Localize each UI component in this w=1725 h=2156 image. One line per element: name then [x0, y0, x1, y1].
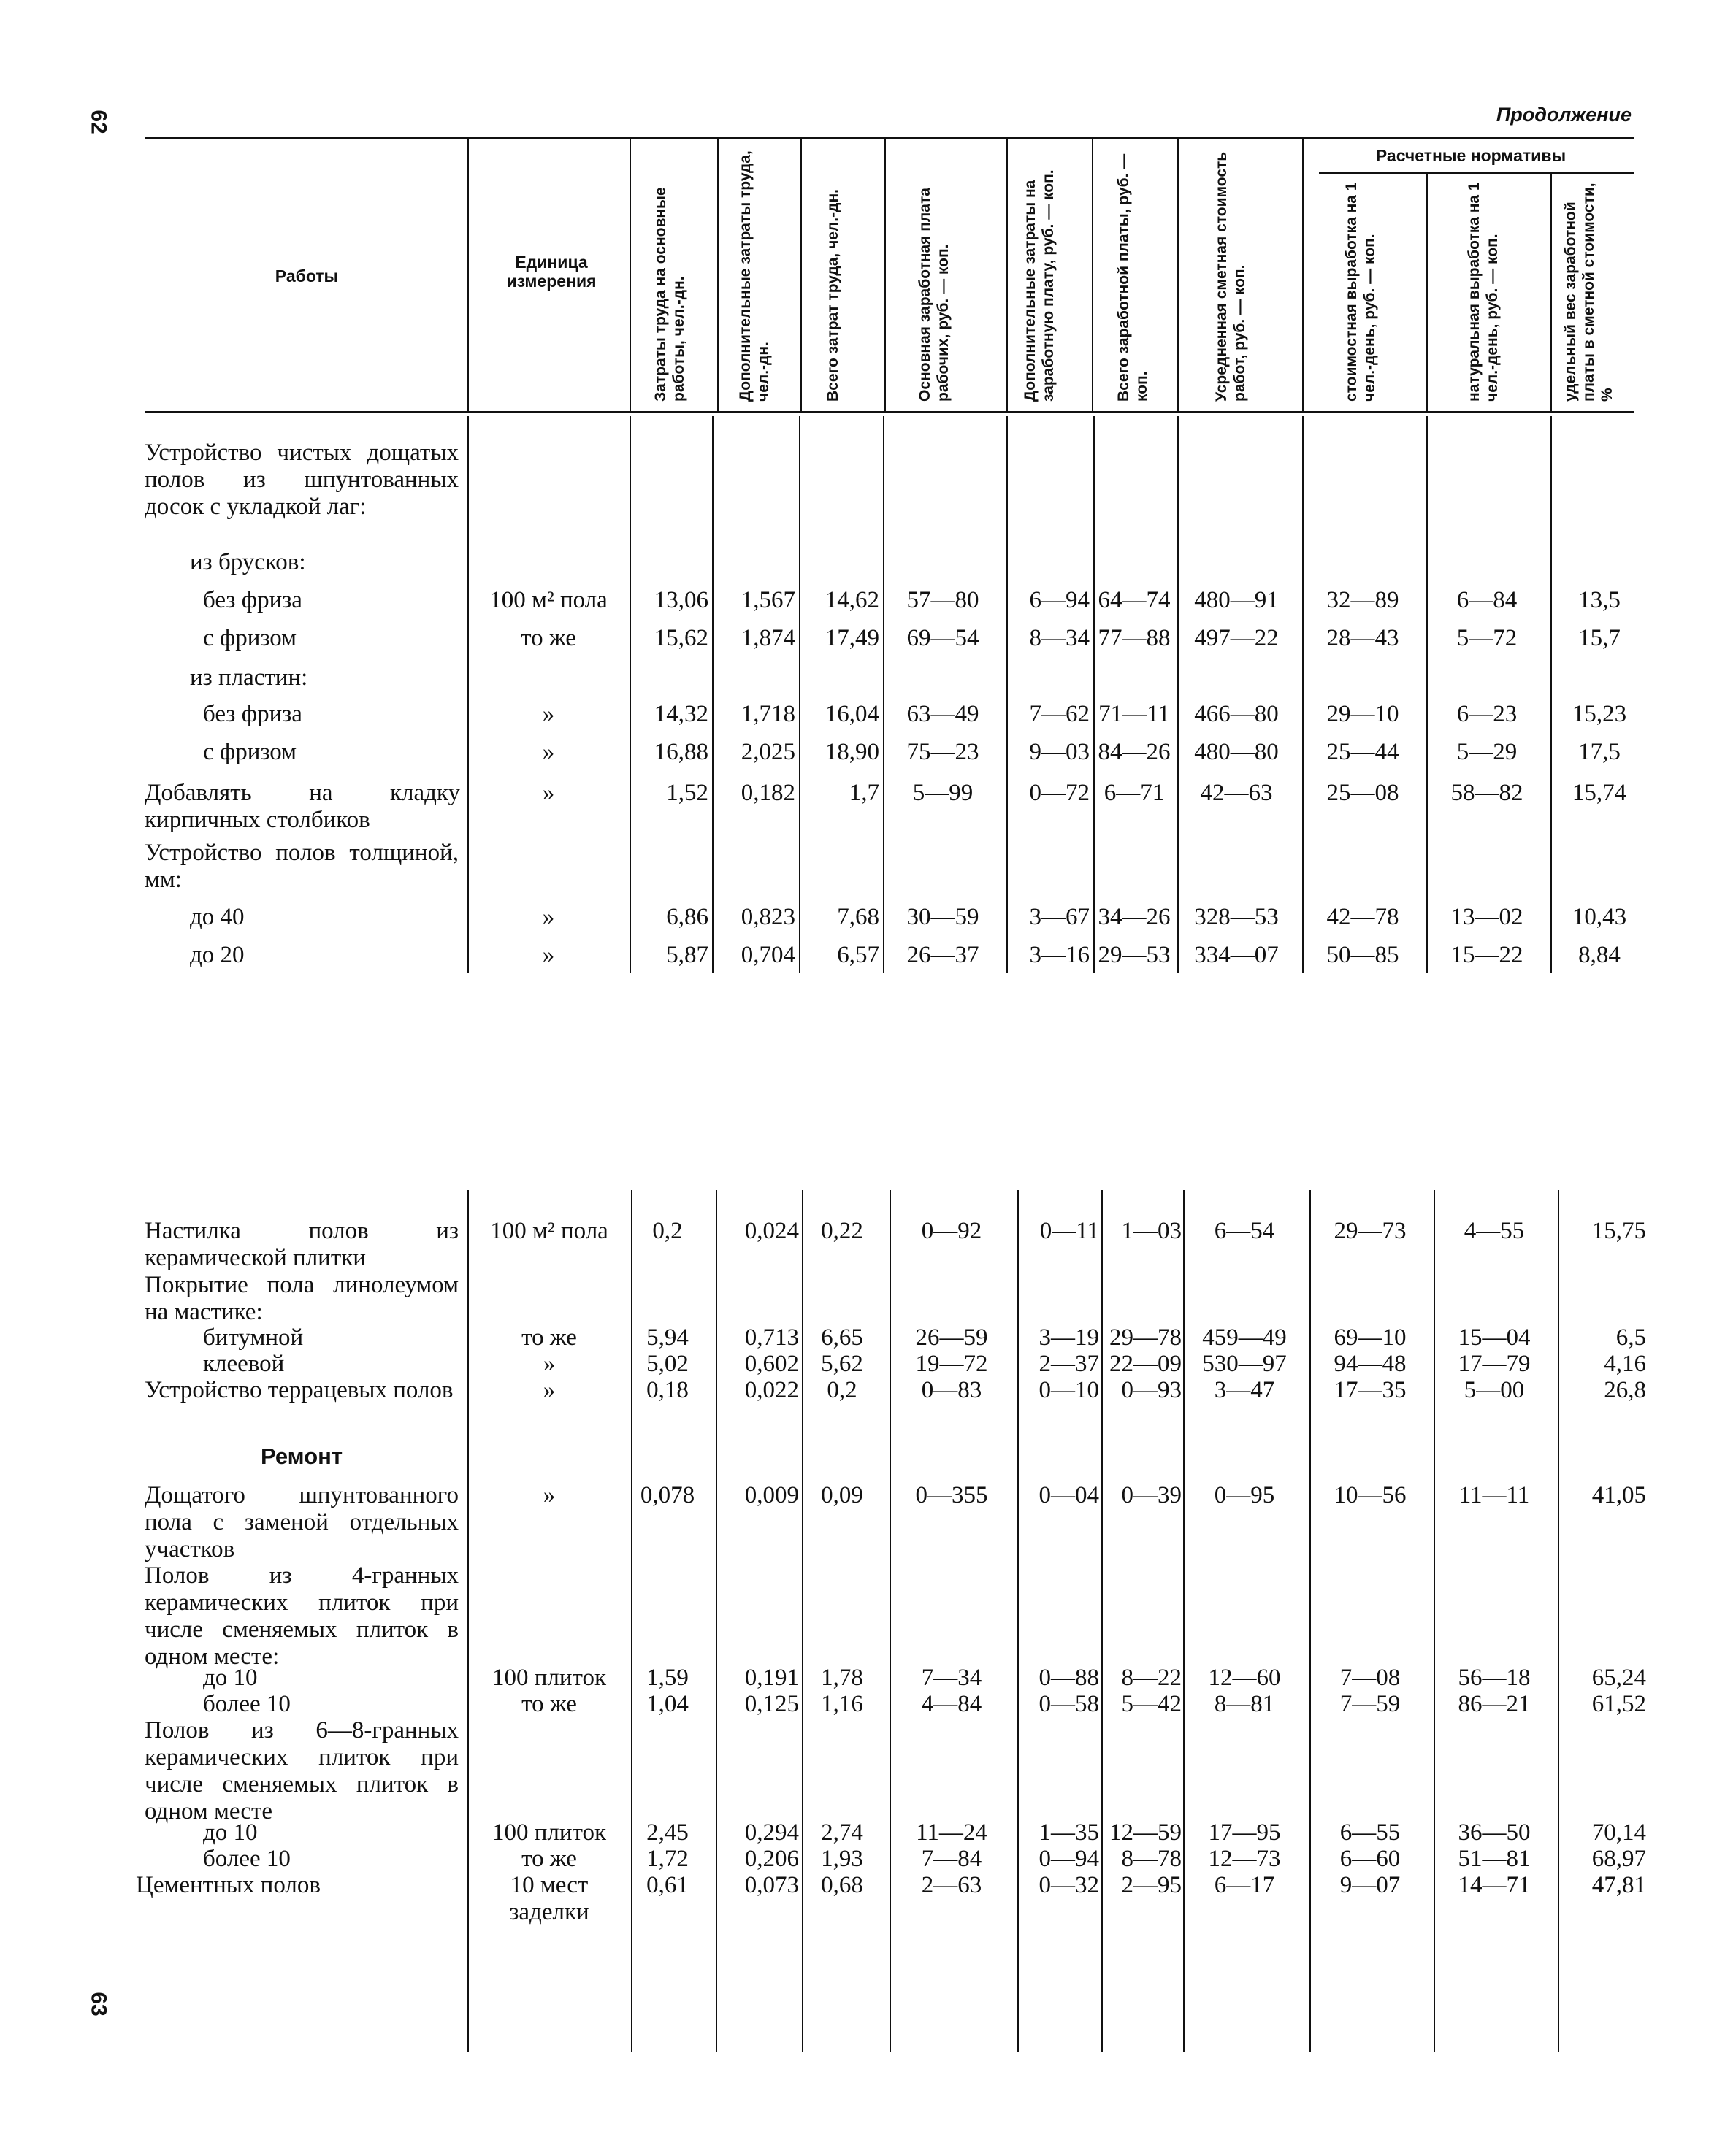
header-labor-extra: Дополнительные затраты труда, чел.-дн. — [737, 150, 772, 402]
s2-row-value: 14—71 — [1458, 1872, 1531, 1898]
s2-row-value: 7—84 — [921, 1846, 982, 1872]
page-number-bottom: 63 — [86, 1992, 111, 2017]
hdr-divider — [1177, 139, 1179, 411]
s2-row-value: 0,68 — [821, 1872, 863, 1898]
s2-row-value: 26—59 — [915, 1324, 988, 1351]
s1-row-value: 5—99 — [912, 780, 974, 806]
s1-row-value: 8,84 — [1578, 942, 1621, 968]
hdr-divider — [1550, 174, 1552, 411]
header-wage-extra: Дополнительные затраты на заработную плату, руб. — коп. — [1022, 169, 1057, 402]
s2-row-value: 0—11 — [1039, 1218, 1099, 1244]
hdr-divider — [1426, 174, 1428, 411]
s1-row-unit: » — [542, 904, 555, 930]
s2-row-value: 0—39 — [1121, 1482, 1182, 1508]
s2-row-unit: то же — [521, 1846, 577, 1872]
s2-row-value: 10—56 — [1334, 1482, 1407, 1508]
s2-row-value: 6—55 — [1339, 1819, 1401, 1846]
col-divider — [883, 416, 884, 973]
s2-row-value: 459—49 — [1202, 1324, 1287, 1351]
s2-row-value: 11—11 — [1458, 1482, 1530, 1508]
s2-row-value: 1—03 — [1121, 1218, 1182, 1244]
s1-row-value: 17,49 — [825, 625, 879, 651]
hdr-divider — [1092, 139, 1093, 411]
s1-row-value: 58—82 — [1450, 780, 1523, 806]
s2-row-value: 3—47 — [1214, 1377, 1275, 1403]
continuation-label: Продолжение — [1496, 104, 1632, 126]
s2-row-value: 4—55 — [1464, 1218, 1525, 1244]
s2-row-value: 70,14 — [1591, 1819, 1646, 1846]
s2-plank-work: Дощатого шпунтованного пола с заменой отдельных участков — [145, 1482, 459, 1562]
s1-row-value: 8—34 — [1029, 625, 1090, 651]
s1-row-value: 29—10 — [1326, 701, 1399, 727]
s2-row-value: 1,78 — [821, 1665, 863, 1691]
s1-row-value: 34—26 — [1098, 904, 1171, 930]
col-divider — [631, 1190, 632, 2052]
col-divider — [1177, 416, 1179, 973]
s1-row-value: 28—43 — [1326, 625, 1399, 651]
s1-row-work: с фризом — [203, 739, 297, 765]
s1-row-value: 26—37 — [906, 942, 979, 968]
s2-row-value: 19—72 — [915, 1351, 988, 1377]
s2-row-value: 7—08 — [1339, 1665, 1401, 1691]
s2-row-value: 0,09 — [821, 1482, 863, 1508]
s1-row-value: 6—94 — [1029, 587, 1090, 613]
s1-intro: Устройство чистых дощатых полов из шпунтованных досок с укладкой лаг: — [145, 440, 459, 520]
s2-row-value: 1,04 — [646, 1691, 689, 1717]
s2-row-value: 1—35 — [1039, 1819, 1099, 1846]
s2-row-value: 2,45 — [646, 1819, 689, 1846]
s2-row-value: 29—73 — [1334, 1218, 1407, 1244]
col-divider — [712, 416, 714, 973]
s2-row-value: 0,125 — [744, 1691, 799, 1717]
s1-row-value: 3—67 — [1029, 904, 1090, 930]
s1-row-value: 328—53 — [1194, 904, 1279, 930]
s2-row-value: 0—88 — [1039, 1665, 1099, 1691]
s1-row-value: 64—74 — [1098, 587, 1171, 613]
s2-row-unit: то же — [521, 1324, 577, 1351]
s2-ceramic-work: Настилка полов из керамической плитки — [145, 1218, 459, 1271]
header-unit: Единица измерения — [506, 253, 597, 291]
s1-row-value: 29—53 — [1098, 942, 1171, 968]
s2-row-value: 5—42 — [1121, 1691, 1182, 1717]
s1-row-value: 15,7 — [1578, 625, 1621, 651]
s2-row-unit: 10 мест заделки — [509, 1872, 589, 1925]
s2-row-value: 61,52 — [1591, 1691, 1646, 1717]
s2-row-value: 5—00 — [1464, 1377, 1525, 1403]
s1-row-work: без фриза — [203, 587, 302, 613]
s2-row-unit: » — [543, 1351, 556, 1377]
col-divider — [1006, 416, 1008, 973]
s1-row-value: 3—16 — [1029, 942, 1090, 968]
s2-row-unit: » — [543, 1377, 556, 1403]
col-divider — [1093, 416, 1095, 973]
s1-row-value: 480—80 — [1194, 739, 1279, 765]
col-divider — [1550, 416, 1552, 973]
col-divider — [716, 1190, 717, 2052]
s2-row-value: 4—84 — [921, 1691, 982, 1717]
s1-row-value: 6,86 — [666, 904, 708, 930]
s2-row-value: 17—35 — [1334, 1377, 1407, 1403]
s1-row-value: 15,62 — [654, 625, 708, 651]
col-divider — [1101, 1190, 1103, 2052]
s2-row-value: 7—59 — [1339, 1691, 1401, 1717]
s1-row-value: 6—23 — [1456, 701, 1518, 727]
s1-row-value: 16,88 — [654, 739, 708, 765]
hdr-divider — [630, 139, 631, 411]
s1-row-value: 5,87 — [666, 942, 708, 968]
s1-row-value: 42—63 — [1200, 780, 1273, 806]
s1-row-value: 0,182 — [741, 780, 795, 806]
s1-row-value: 14,32 — [654, 701, 708, 727]
col-divider — [1558, 1190, 1559, 2052]
header-norm-share: удельный вес заработной платы в сметной стоимости, % — [1562, 183, 1615, 402]
s2-row-value: 1,93 — [821, 1846, 863, 1872]
s2-row-value: 5,94 — [646, 1324, 689, 1351]
s1-row-value: 16,04 — [825, 701, 879, 727]
s2-row-unit: то же — [521, 1691, 577, 1717]
s2-row-value: 68,97 — [1591, 1846, 1646, 1872]
s2-row-value: 7—34 — [921, 1665, 982, 1691]
header-top-rule — [145, 137, 1634, 139]
s2-bitum-work: битумной — [203, 1324, 304, 1351]
hdr-divider — [1302, 139, 1304, 411]
s1-row-value: 77—88 — [1098, 625, 1171, 651]
s1-row-value: 75—23 — [906, 739, 979, 765]
page-number-top: 62 — [86, 110, 111, 134]
header-bottom-rule — [145, 411, 1634, 413]
s1-row-value: 18,90 — [825, 739, 879, 765]
s2-row-value: 41,05 — [1591, 1482, 1646, 1508]
s2-row-value: 0,022 — [744, 1377, 799, 1403]
s2-row-value: 11—24 — [916, 1819, 987, 1846]
s1-row-work: без фриза — [203, 701, 302, 727]
s2-row-value: 0—92 — [921, 1218, 982, 1244]
s2-row-value: 17—79 — [1458, 1351, 1531, 1377]
s1-row-value: 480—91 — [1194, 587, 1279, 613]
s1-row-value: 1,52 — [666, 780, 708, 806]
header-norm-nat-output: натуральная выработка на 1 чел.-день, руб. — коп. — [1466, 182, 1501, 402]
s2-row-value: 0—95 — [1214, 1482, 1275, 1508]
s2-row-value: 6,65 — [821, 1324, 863, 1351]
s2-row-value: 29—78 — [1109, 1324, 1182, 1351]
s2-row-value: 8—81 — [1214, 1691, 1275, 1717]
s1-row-work: с фризом — [203, 625, 297, 651]
s1-row-value: 0—72 — [1029, 780, 1090, 806]
s1-row-value: 10,43 — [1572, 904, 1627, 930]
s1-row-unit: » — [542, 780, 555, 806]
s2-row-value: 0—355 — [915, 1482, 988, 1508]
s2-row-value: 0,294 — [744, 1819, 799, 1846]
s2-row-value: 94—48 — [1334, 1351, 1407, 1377]
s1-row-value: 13,06 — [654, 587, 708, 613]
s2-row-value: 86—21 — [1458, 1691, 1531, 1717]
s2-row-value: 6,5 — [1615, 1324, 1646, 1351]
s2-row-value: 0,18 — [646, 1377, 689, 1403]
s1-row-value: 6,57 — [837, 942, 879, 968]
s1-row-value: 71—11 — [1098, 701, 1170, 727]
s1-row-value: 5—72 — [1456, 625, 1518, 651]
s1-row-value: 17,5 — [1578, 739, 1621, 765]
s1-row-work: Добавлять на кладку кирпичных столбиков — [145, 780, 460, 833]
col-divider — [630, 416, 631, 973]
s2-t4-10-work: до 10 — [203, 1665, 258, 1691]
s2-t6-more-work: более 10 — [203, 1846, 291, 1872]
header-labor-main: Затраты труда на основные работы, чел.-дн. — [652, 187, 687, 402]
s2-row-value: 0—83 — [921, 1377, 982, 1403]
s2-row-value: 51—81 — [1458, 1846, 1531, 1872]
s2-row-value: 8—22 — [1121, 1665, 1182, 1691]
header-labor-total: Всего затрат труда, чел.-дн. — [825, 189, 841, 402]
s2-linoleum-intro: Покрытие пола линолеумом на мастике: — [145, 1272, 459, 1325]
s2-row-value: 9—07 — [1339, 1872, 1401, 1898]
s2-row-value: 12—59 — [1109, 1819, 1182, 1846]
col-divider — [467, 416, 469, 973]
col-divider — [1302, 416, 1304, 973]
hdr-divider — [467, 139, 469, 411]
s1-row-value: 42—78 — [1326, 904, 1399, 930]
s1-row-value: 1,874 — [741, 625, 795, 651]
s2-row-unit: » — [543, 1482, 556, 1508]
col-divider — [1434, 1190, 1435, 2052]
s2-row-value: 0,009 — [744, 1482, 799, 1508]
s2-row-value: 6—60 — [1339, 1846, 1401, 1872]
s2-terrazzo-work: Устройство террацевых полов — [145, 1377, 454, 1403]
s2-row-value: 0,61 — [646, 1872, 689, 1898]
s2-row-value: 12—60 — [1208, 1665, 1281, 1691]
s2-row-value: 47,81 — [1591, 1872, 1646, 1898]
s2-row-value: 2—95 — [1121, 1872, 1182, 1898]
s2-row-value: 26,8 — [1604, 1377, 1646, 1403]
s2-row-value: 65,24 — [1591, 1665, 1646, 1691]
hdr-divider — [800, 139, 802, 411]
s2-row-value: 0—04 — [1039, 1482, 1099, 1508]
s2-row-value: 0—93 — [1121, 1377, 1182, 1403]
s2-row-value: 5,02 — [646, 1351, 689, 1377]
s2-row-value: 0,22 — [821, 1218, 863, 1244]
s1-row-value: 466—80 — [1194, 701, 1279, 727]
s1-row-value: 25—08 — [1326, 780, 1399, 806]
s1-row-unit: 100 м² пола — [489, 587, 608, 613]
s1-row-value: 7—62 — [1029, 701, 1090, 727]
s2-row-value: 1,72 — [646, 1846, 689, 1872]
header-wage-main: Основная заработная плата рабочих, руб. — коп. — [917, 188, 952, 402]
s2-repair-title: Ремонт — [260, 1443, 343, 1469]
s1-row-value: 30—59 — [906, 904, 979, 930]
s1-row-value: 32—89 — [1326, 587, 1399, 613]
s2-row-value: 1,16 — [821, 1691, 863, 1717]
s2-row-value: 5,62 — [821, 1351, 863, 1377]
s2-row-value: 2,74 — [821, 1819, 863, 1846]
s1-row-value: 63—49 — [906, 701, 979, 727]
header-avg-cost: Усредненная сметная стоимость работ, руб. — коп. — [1213, 151, 1248, 402]
col-divider — [1183, 1190, 1185, 2052]
s1-row-value: 50—85 — [1326, 942, 1399, 968]
s2-row-value: 36—50 — [1458, 1819, 1531, 1846]
s1-row-value: 0,704 — [741, 942, 795, 968]
s1-row-value: 25—44 — [1326, 739, 1399, 765]
s1-row-work: до 40 — [190, 904, 245, 930]
s1-row-value: 1,567 — [741, 587, 795, 613]
s2-row-value: 22—09 — [1109, 1351, 1182, 1377]
s1-sub-bars: из брусков: — [190, 549, 306, 575]
s1-row-value: 7,68 — [837, 904, 879, 930]
s2-row-value: 530—97 — [1202, 1351, 1287, 1377]
s1-row-value: 57—80 — [906, 587, 979, 613]
norms-group-rule — [1319, 172, 1634, 174]
s2-row-value: 0,078 — [640, 1482, 695, 1508]
col-divider — [890, 1190, 891, 2052]
s2-row-value: 0,073 — [744, 1872, 799, 1898]
header-works: Работы — [275, 266, 339, 285]
s2-row-value: 1,59 — [646, 1665, 689, 1691]
s2-row-value: 12—73 — [1208, 1846, 1281, 1872]
s1-row-value: 334—07 — [1194, 942, 1279, 968]
s2-row-value: 15—04 — [1458, 1324, 1531, 1351]
s2-cement-work: Цементных полов — [136, 1872, 321, 1898]
s2-row-value: 6—17 — [1214, 1872, 1275, 1898]
s1-row-value: 84—26 — [1098, 739, 1171, 765]
s2-row-value: 6—54 — [1214, 1218, 1275, 1244]
col-divider — [799, 416, 800, 973]
s1-row-value: 15,23 — [1572, 701, 1627, 727]
hdr-divider — [884, 139, 886, 411]
s2-row-value: 56—18 — [1458, 1665, 1531, 1691]
col-divider — [1309, 1190, 1311, 2052]
s1-row-value: 14,62 — [825, 587, 879, 613]
s2-row-value: 0,602 — [744, 1351, 799, 1377]
s1-row-unit: то же — [521, 625, 576, 651]
s2-row-value: 0—10 — [1039, 1377, 1099, 1403]
s2-row-value: 8—78 — [1121, 1846, 1182, 1872]
s2-glue-work: клеевой — [203, 1351, 285, 1377]
s1-row-value: 6—71 — [1104, 780, 1165, 806]
s2-tiles6-intro: Полов из 6—8-гранных керамических плиток при числе сменяемых плиток в одном месте — [145, 1717, 459, 1825]
s2-row-unit: 100 плиток — [492, 1819, 607, 1846]
hdr-divider — [1006, 139, 1008, 411]
s2-row-value: 0,2 — [652, 1218, 683, 1244]
s1-thickness-intro: Устройство полов толщиной, мм: — [145, 840, 459, 893]
s1-row-unit: » — [542, 739, 555, 765]
s2-row-unit: 100 м² пола — [490, 1218, 608, 1244]
s1-row-value: 15—22 — [1450, 942, 1523, 968]
s2-t6-10-work: до 10 — [203, 1819, 258, 1846]
s1-row-value: 6—84 — [1456, 587, 1518, 613]
s2-t4-more-work: более 10 — [203, 1691, 291, 1717]
s1-row-value: 2,025 — [741, 739, 795, 765]
s2-row-value: 15,75 — [1591, 1218, 1646, 1244]
s2-row-value: 4,16 — [1604, 1351, 1646, 1377]
s2-row-value: 2—63 — [921, 1872, 982, 1898]
s2-row-value: 0,713 — [744, 1324, 799, 1351]
hdr-divider — [717, 139, 719, 411]
s2-row-value: 0,206 — [744, 1846, 799, 1872]
col-divider — [467, 1190, 469, 2052]
s1-row-value: 1,718 — [741, 701, 795, 727]
header-wage-total: Всего заработной платы, руб. — коп. — [1115, 153, 1150, 402]
s2-row-value: 17—95 — [1208, 1819, 1281, 1846]
s1-row-value: 5—29 — [1456, 739, 1518, 765]
s1-row-unit: » — [542, 701, 555, 727]
s2-row-value: 69—10 — [1334, 1324, 1407, 1351]
s1-row-unit: » — [542, 942, 555, 968]
s1-row-value: 15,74 — [1572, 780, 1627, 806]
s2-row-unit: 100 плиток — [492, 1665, 607, 1691]
s1-row-value: 0,823 — [741, 904, 795, 930]
s1-row-value: 13—02 — [1450, 904, 1523, 930]
col-divider — [1017, 1190, 1019, 2052]
header-norm-cost-output: стоимостная выработка на 1 чел.-день, руб. — коп. — [1343, 182, 1378, 402]
s1-row-value: 1,7 — [849, 780, 879, 806]
s1-row-value: 69—54 — [906, 625, 979, 651]
s2-row-value: 3—19 — [1039, 1324, 1099, 1351]
s2-tiles4-intro: Полов из 4-гранных керамических плиток при числе сменяемых плиток в одном месте: — [145, 1562, 459, 1670]
col-divider — [802, 1190, 803, 2052]
header-norms-group: Расчетные нормативы — [1375, 146, 1567, 165]
s2-row-value: 0—58 — [1039, 1691, 1099, 1717]
s2-row-value: 0,191 — [744, 1665, 799, 1691]
col-divider — [1426, 416, 1428, 973]
s2-row-value: 0,024 — [744, 1218, 799, 1244]
s2-row-value: 0,2 — [827, 1377, 857, 1403]
s2-row-value: 2—37 — [1039, 1351, 1099, 1377]
s2-row-value: 0—32 — [1039, 1872, 1099, 1898]
s1-row-value: 497—22 — [1194, 625, 1279, 651]
s1-row-value: 13,5 — [1578, 587, 1621, 613]
s1-row-work: до 20 — [190, 942, 245, 968]
s2-row-value: 0—94 — [1039, 1846, 1099, 1872]
s1-sub-plates: из пластин: — [190, 664, 308, 691]
s1-row-value: 9—03 — [1029, 739, 1090, 765]
